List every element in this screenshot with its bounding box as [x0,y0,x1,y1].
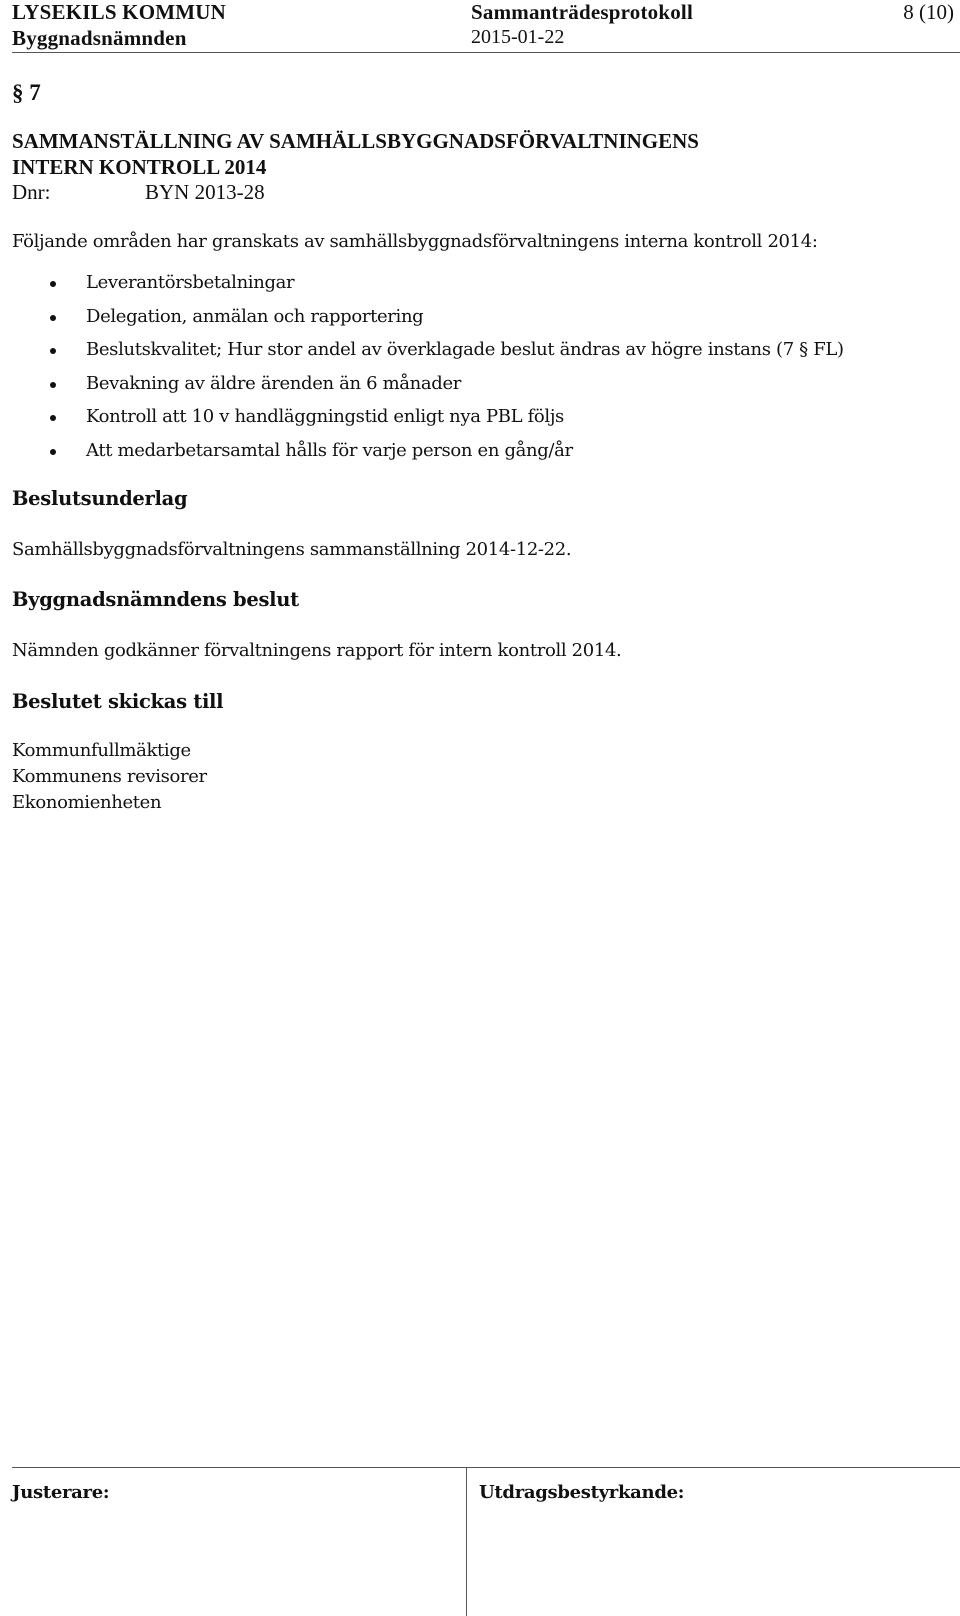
list-item [46,302,844,336]
list-item-text: Delegation, anmälan och rapportering [86,305,424,327]
recipient-item: Kommunens revisorer [12,766,207,787]
recipient-item: Kommunfullmäktige [12,740,191,761]
footer-column-divider [466,1467,467,1616]
decision-heading: Byggnadsnämndens beslut [12,588,299,611]
list-item [46,436,844,470]
beslutsunderlag-heading: Beslutsunderlag [12,487,188,510]
beslutsunderlag-text: Samhällsbyggnadsförvaltningens sammanställning 2014-12-22. [12,539,572,560]
document-type: Sammanträdesprotokoll [471,0,693,24]
list-item [46,369,844,403]
recipients-heading: Beslutet skickas till [12,690,224,713]
footer-divider [12,1467,960,1468]
organization-name: LYSEKILS KOMMUN [12,0,227,24]
page-number: 8 (10) [903,0,954,24]
paragraph-title-line-1: SAMMANSTÄLLNING AV SAMHÄLLSBYGGNADSFÖRVALTNINGENS [12,129,699,153]
bullet-icon [50,315,56,321]
bullet-icon [50,415,56,421]
bullet-icon [50,348,56,354]
justerare-label: Justerare: [12,1482,110,1503]
bullet-icon [50,382,56,388]
committee-name: Byggnadsnämnden [12,26,187,50]
list-item-text: Beslutskvalitet; Hur stor andel av överklagade beslut ändras av högre instans (7 § FL) [86,339,844,360]
section-sign: § [12,80,24,105]
list-item-text: Leverantörsbetalningar [86,272,295,293]
list-item-text: Att medarbetarsamtal hålls för varje person en gång/år [86,439,573,461]
dnr-label: Dnr: [12,180,51,204]
decision-text: Nämnden godkänner förvaltningens rapport för intern kontroll 2014. [12,640,622,661]
list-item [46,268,844,302]
list-item-text: Kontroll att 10 v handläggningstid enligt nya PBL följs [86,406,564,427]
header-divider [12,52,960,53]
paragraph-number-value: 7 [29,80,41,105]
intro-text: Följande områden har granskats av samhällsbyggnadsförvaltningens interna kontroll 2014: [12,231,818,252]
paragraph-title-line-2: INTERN KONTROLL 2014 [12,155,267,179]
paragraph-number [12,80,41,106]
recipient-item: Ekonomienheten [12,792,162,813]
list-item-text: Bevakning av äldre ärenden än 6 månader [86,372,462,394]
meeting-date: 2015-01-22 [471,26,565,48]
bullet-icon [50,449,56,455]
utdragsbestyrkande-label: Utdragsbestyrkande: [479,1482,685,1503]
list-item [46,335,844,369]
dnr-value: BYN 2013-28 [145,180,265,204]
review-areas-list [46,268,844,469]
list-item [46,402,844,436]
bullet-icon [50,281,56,287]
